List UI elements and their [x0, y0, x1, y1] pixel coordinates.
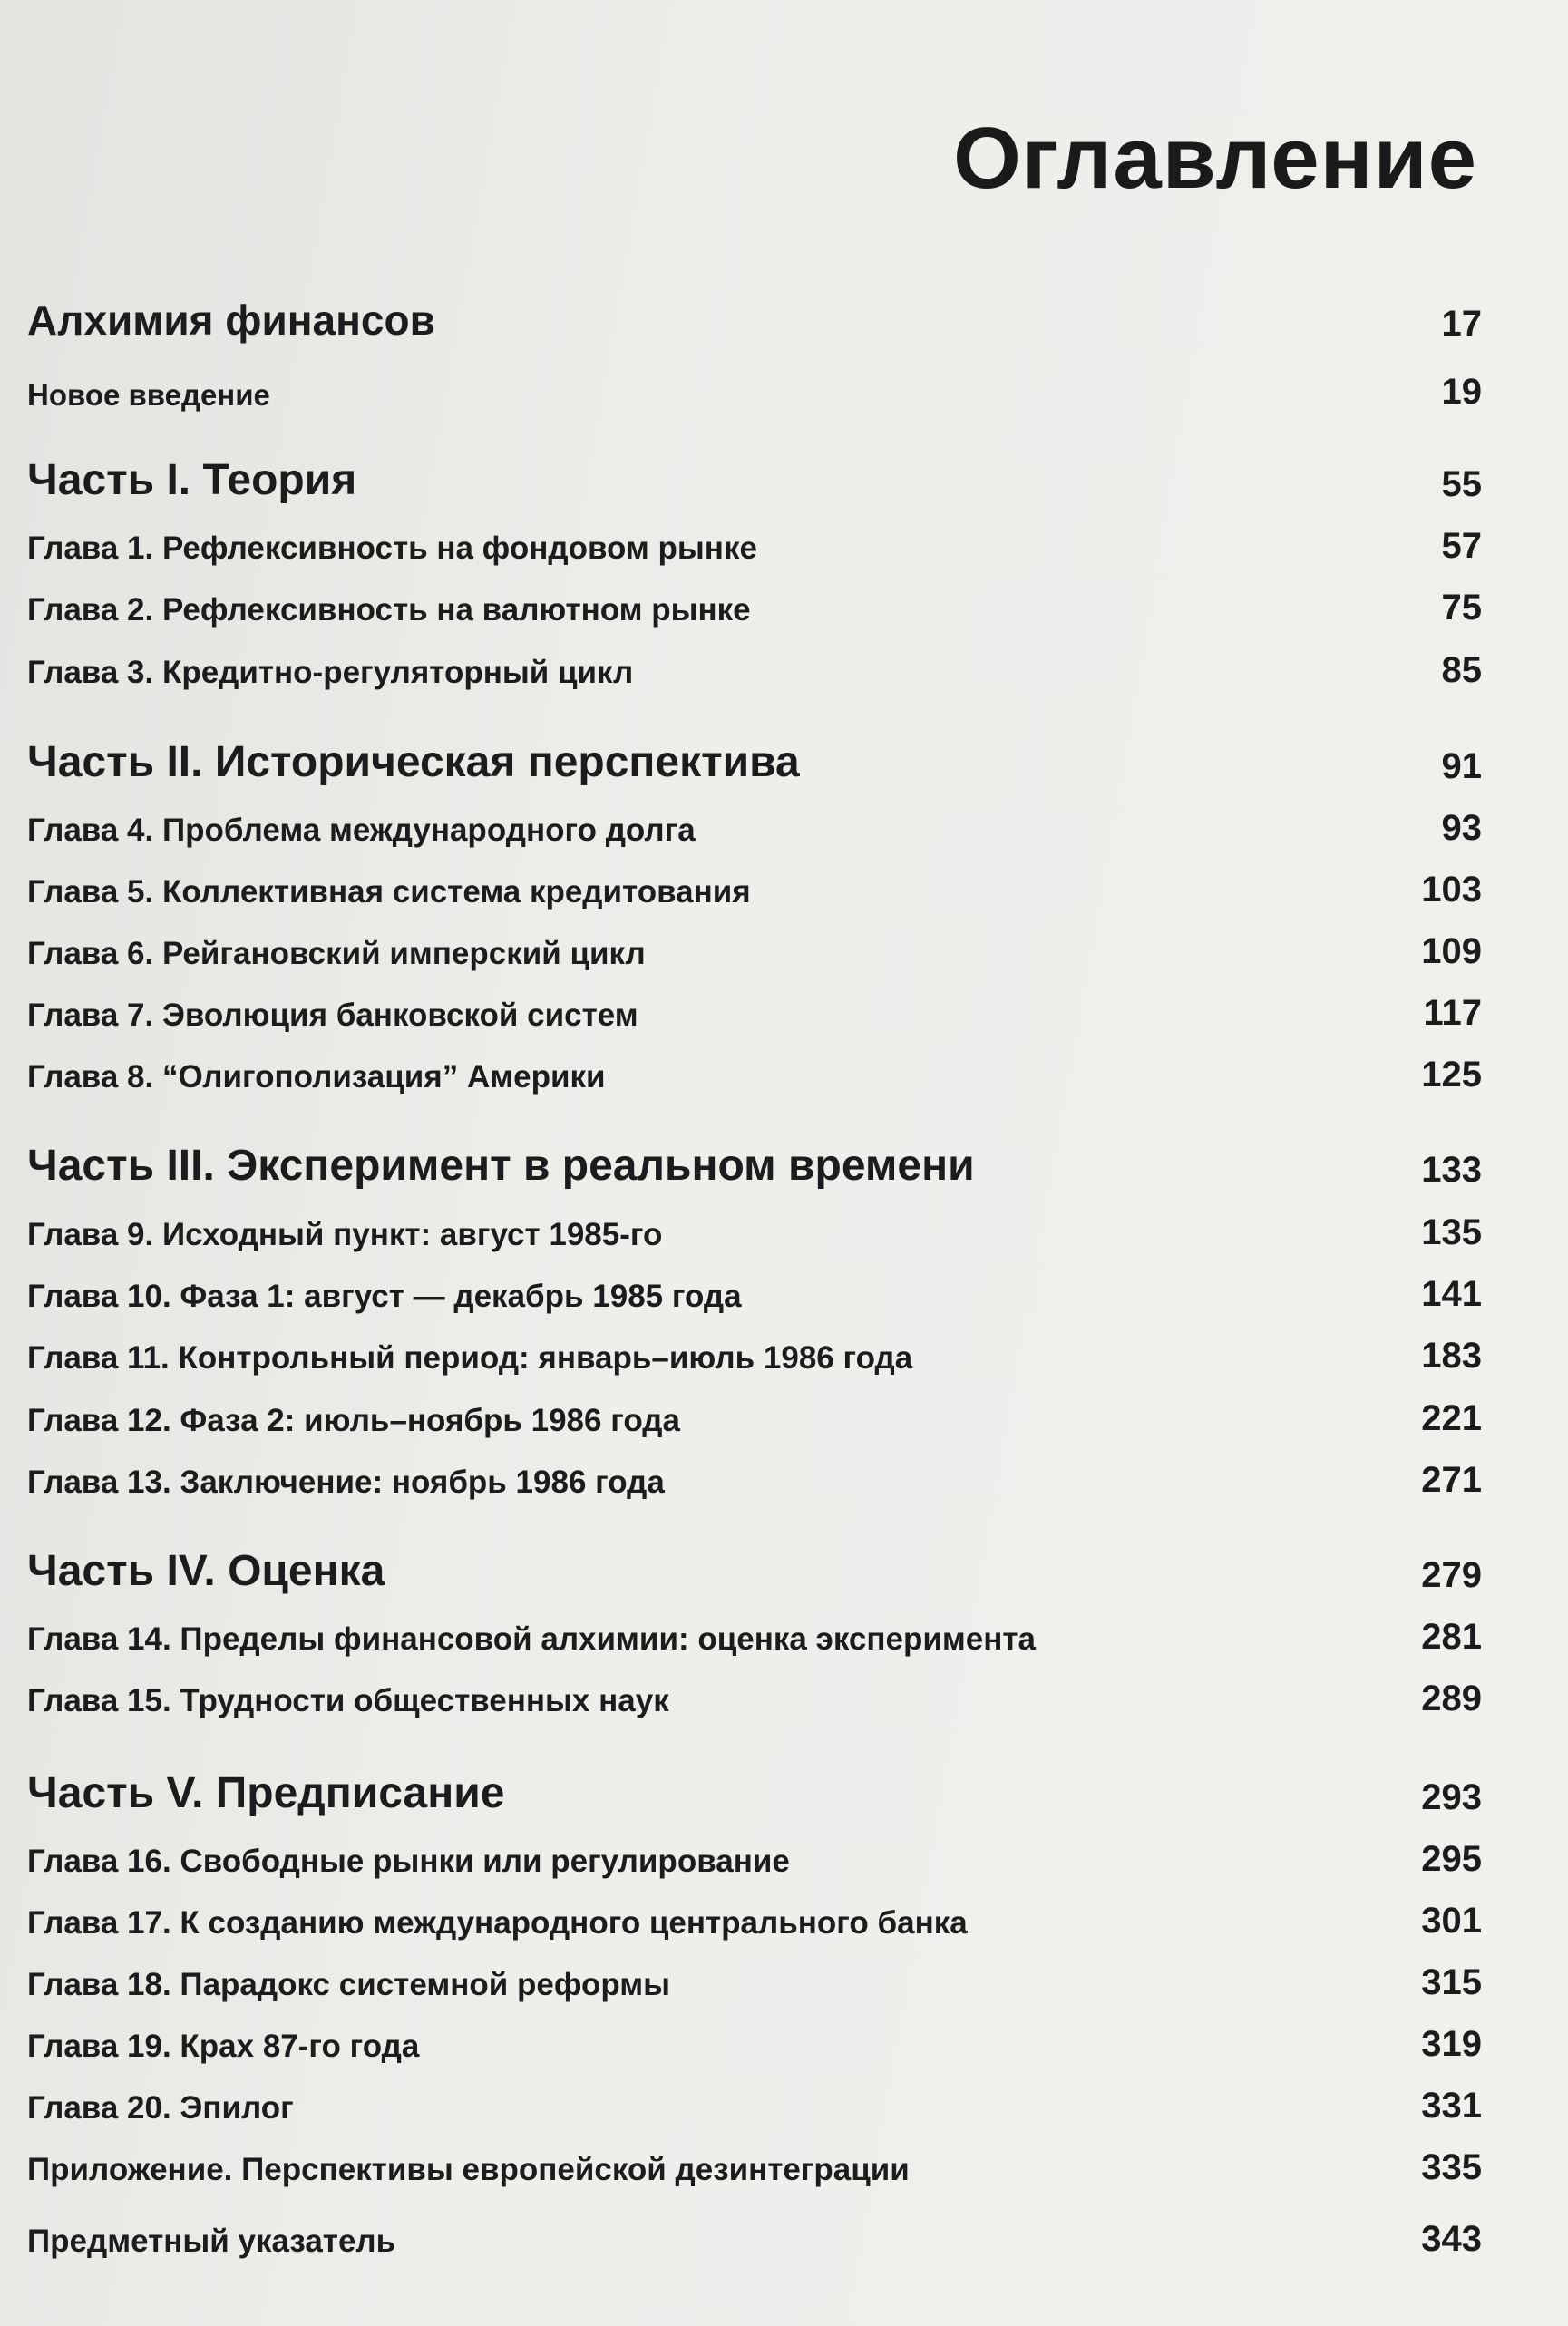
toc-entry-page: 19 [1441, 372, 1482, 412]
toc-entry-label: Глава 7. Эволюция банковской систем [27, 998, 638, 1033]
toc-entry [27, 1603, 1482, 1658]
toc-entry-label: Часть III. Эксперимент в реальном времени [27, 1142, 975, 1190]
toc-entry-label: Глава 18. Парадокс системной реформы [27, 1967, 671, 2002]
toc-entry [27, 1949, 1482, 2003]
toc-entry-page: 289 [1421, 1679, 1482, 1718]
toc-entry-label: Приложение. Перспективы европейской дезинтеграции [27, 2152, 910, 2187]
toc-entry [27, 512, 1482, 567]
toc-entry [27, 358, 1482, 413]
toc-entry-label: Новое введение [27, 378, 270, 412]
toc-entry [27, 1764, 1482, 1818]
toc-entry-label: Глава 16. Свободные рынки или регулирование [27, 1844, 790, 1879]
toc-entry-label: Глава 5. Коллективная система кредитования [27, 874, 751, 910]
toc-entry [27, 1199, 1482, 1253]
toc-entry-page: 125 [1421, 1055, 1482, 1095]
toc-entry-page: 75 [1441, 588, 1482, 628]
toc-entry [27, 290, 1482, 345]
toc-entry-page: 109 [1421, 931, 1482, 971]
toc-entry [27, 2134, 1482, 2188]
toc-entry-label: Глава 1. Рефлексивность на фондовом рынке [27, 530, 757, 566]
toc-entry-label: Глава 4. Проблема международного долга [27, 813, 696, 848]
toc-entry [27, 1542, 1482, 1596]
toc-entry-label: Глава 3. Кредитно-регуляторный цикл [27, 655, 634, 690]
toc-entry-page: 57 [1441, 526, 1482, 566]
toc-entry-page: 331 [1421, 2086, 1482, 2126]
toc-entry [27, 1446, 1482, 1501]
toc-entry [27, 733, 1482, 787]
toc-entry-page: 133 [1421, 1150, 1482, 1190]
toc-entry-page: 183 [1421, 1336, 1482, 1376]
toc-entry-page: 93 [1441, 808, 1482, 848]
toc-entry-label: Глава 19. Крах 87-го года [27, 2029, 420, 2064]
toc-entry-page: 85 [1441, 650, 1482, 690]
toc-entry [27, 1887, 1482, 1942]
page-title: Оглавление [953, 110, 1477, 207]
toc-entry-label: Глава 20. Эпилог [27, 2090, 294, 2126]
toc-entry-page: 17 [1441, 304, 1482, 344]
toc-entry-label: Глава 8. “Олигополизация” Америки [27, 1059, 606, 1095]
toc-entry-label: Глава 14. Пределы финансовой алхимии: оценка эксперимента [27, 1621, 1037, 1657]
toc-entry [27, 1041, 1482, 1095]
toc-entry-page: 315 [1421, 1962, 1482, 2002]
toc-entry [27, 1260, 1482, 1315]
toc-entry [27, 1322, 1482, 1377]
toc-entry [27, 574, 1482, 628]
toc-entry [27, 794, 1482, 849]
toc-entry-label: Глава 10. Фаза 1: август — декабрь 1985 года [27, 1279, 742, 1314]
toc-entry-page: 295 [1421, 1839, 1482, 1879]
toc-entry-page: 221 [1421, 1398, 1482, 1438]
toc-entry-label: Глава 13. Заключение: ноябрь 1986 года [27, 1465, 665, 1500]
toc-entry-label: Глава 9. Исходный пункт: август 1985-го [27, 1217, 663, 1252]
toc-entry-page: 141 [1421, 1274, 1482, 1314]
toc-entry-label: Глава 2. Рефлексивность на валютном рынке [27, 592, 751, 628]
toc-entry [27, 918, 1482, 972]
toc-entry [27, 2010, 1482, 2065]
toc-entry [27, 637, 1482, 691]
toc-entry-label: Глава 17. К созданию международного центрального банка [27, 1905, 968, 1941]
toc-entry [27, 1825, 1482, 1880]
toc-entry [27, 1385, 1482, 1439]
toc-entry-page: 301 [1421, 1901, 1482, 1941]
toc-entry-page: 103 [1421, 870, 1482, 910]
toc-entry-page: 117 [1423, 993, 1482, 1033]
toc-entry-page: 293 [1421, 1777, 1482, 1817]
toc-entry-page: 335 [1421, 2147, 1482, 2187]
toc-entry-label: Часть I. Теория [27, 456, 357, 504]
toc-entry-page: 135 [1421, 1212, 1482, 1252]
toc-entry-label: Глава 12. Фаза 2: июль–ноябрь 1986 года [27, 1403, 680, 1438]
toc-entry [27, 1665, 1482, 1719]
toc-entry-page: 343 [1421, 2219, 1482, 2259]
toc-entry [27, 2205, 1482, 2260]
toc-entry [27, 2072, 1482, 2126]
toc-entry-label: Алхимия финансов [27, 297, 435, 344]
toc-entry-label: Глава 6. Рейгановский имперский цикл [27, 936, 646, 971]
toc-entry-page: 281 [1421, 1617, 1482, 1657]
toc-entry-page: 271 [1421, 1460, 1482, 1500]
toc-entry-label: Глава 11. Контрольный период: январь–июль 1986 года [27, 1340, 913, 1376]
toc-entry-page: 55 [1441, 464, 1482, 504]
toc-entry-page: 279 [1421, 1555, 1482, 1595]
toc-entry-page: 319 [1421, 2024, 1482, 2064]
toc-entry [27, 1136, 1482, 1191]
toc-entry-page: 91 [1441, 746, 1482, 786]
toc-entry [27, 979, 1482, 1034]
toc-entry-label: Часть V. Предписание [27, 1769, 505, 1817]
toc-entry-label: Часть IV. Оценка [27, 1547, 385, 1595]
toc-entry [27, 856, 1482, 910]
toc-entry [27, 451, 1482, 505]
toc-entry-label: Предметный указатель [27, 2224, 396, 2259]
toc-entry-label: Глава 15. Трудности общественных наук [27, 1683, 669, 1718]
toc-entry-label: Часть II. Историческая перспектива [27, 738, 800, 786]
